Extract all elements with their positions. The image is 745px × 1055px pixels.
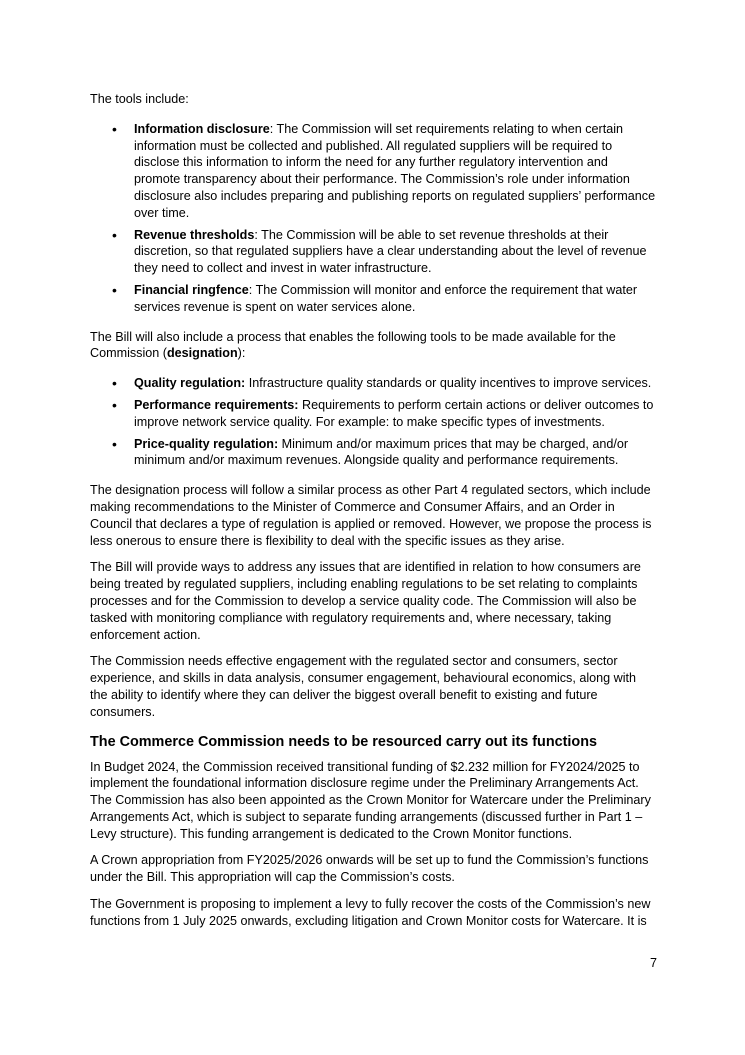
bullet-term: Revenue thresholds xyxy=(134,227,255,242)
page-number: 7 xyxy=(649,956,657,970)
paragraph-designation-process: The designation process will follow a similar process as other Part 4 regulated sectors, which include making recommendations to the Minister of Commerce and Consumer Affairs, and an Order in Council that declares a type of regulation is applied or removed. However, we propose the process is less onerous to ensure there is flexibility to deal with the specific issues as they arise. xyxy=(90,483,652,548)
list-item xyxy=(90,436,657,470)
bullet-text: The Commission will monitor and enforce the requirement that water services revenue is spent on water services alone. xyxy=(134,282,638,314)
paragraph-engagement: The Commission needs effective engagement with the regulated sector and consumers, sector experience, and skills in data analysis, consumer engagement, behavioural economics, along with the ability to identify where they can deliver the biggest overall benefit to existing and future consumers. xyxy=(90,654,637,719)
designation-intro: The Bill will also include a process that enables the following tools to be made available for the Commission (designation): xyxy=(90,329,616,361)
list-item: • Information disclosure: The Commission will set requirements relating to when certain information must be collected and published. All regulated suppliers will be required to disclose this information to inform the need for any further regulatory intervention and promote transparency about their performance. The Commission’s role under information disclosure also includes preparing and publishing reports on regulated suppliers’ performance over time. xyxy=(90,121,657,222)
bullet-term: Quality regulation: xyxy=(134,376,246,391)
bullet-text: Minimum and/or maximum prices that may be charged, and/or minimum and/or maximum revenues. Alongside quality and performance requirements. xyxy=(134,436,629,468)
list-item: • Financial ringfence: The Commission will monitor and enforce the requirement that water services revenue is spent on water services alone. xyxy=(90,282,657,316)
bullet-term: Price-quality regulation: xyxy=(134,436,279,451)
list-item xyxy=(90,375,657,392)
bullet-term: Financial ringfence xyxy=(134,282,249,297)
section-heading: The Commerce Commission needs to be resourced carry out its functions xyxy=(90,733,597,750)
tools-list xyxy=(90,121,657,316)
list-item xyxy=(90,397,657,431)
paragraph-appropriation: A Crown appropriation from FY2025/2026 onwards will be set up to fund the Commission’s functions under the Bill. This appropriation will cap the Commission’s costs. xyxy=(90,853,649,885)
bullet-term: Information disclosure xyxy=(134,121,270,136)
paragraph-consumers: The Bill will provide ways to address any issues that are identified in relation to how consumers are being treated by regulated suppliers, including enabling regulations to be set relating to complaints processes and for the Commission to develop a service quality code. The Commission will also be tasked with monitoring compliance with regulatory requirements and, where necessary, taking enforcement action. xyxy=(90,560,641,642)
bullet-text: The Commission will set requirements relating to when certain information must be collected and published. All regulated suppliers will be required to disclose this information to inform the need for any further regulatory intervention and promote transparency about their performance. The Commission’s role under information disclosure also includes preparing and publishing reports on regulated suppliers’ performance over time. xyxy=(134,121,656,220)
bullet-text: The Commission will be able to set revenue thresholds at their discretion, so that regulated suppliers have a clear understanding about the level of revenue they need to collect and invest in water infrastructure. xyxy=(134,227,647,276)
bullet-term: Performance requirements: xyxy=(134,397,299,412)
paragraph-budget: In Budget 2024, the Commission received transitional funding of $2.232 million for FY2024/2025 to implement the foundational information disclosure regime under the Preliminary Arrangements Act. The Commission has also been appointed as the Crown Monitor for Watercare under the Preliminary Arrangements Act, which is subject to separate funding arrangements (discussed further in Part 1 – Levy structure). This funding arrangement is dedicated to the Crown Monitor functions. xyxy=(90,759,651,841)
tools-intro: The tools include: xyxy=(90,92,189,106)
list-item: • Revenue thresholds: The Commission will be able to set revenue thresholds at their discretion, so that regulated suppliers have a clear understanding about the level of revenue they need to collect and invest in water infrastructure. xyxy=(90,227,657,277)
designation-tools-list xyxy=(90,375,657,469)
bullet-text: Infrastructure quality standards or quality incentives to improve services. xyxy=(248,376,652,391)
bullet-text: Requirements to perform certain actions or deliver outcomes to improve network service quality. For example: to make specific types of investments. xyxy=(134,397,654,429)
paragraph-levy: The Government is proposing to implement a levy to fully recover the costs of the Commission’s new functions from 1 July 2025 onwards, excluding litigation and Crown Monitor costs for Watercare. It is xyxy=(90,897,651,928)
